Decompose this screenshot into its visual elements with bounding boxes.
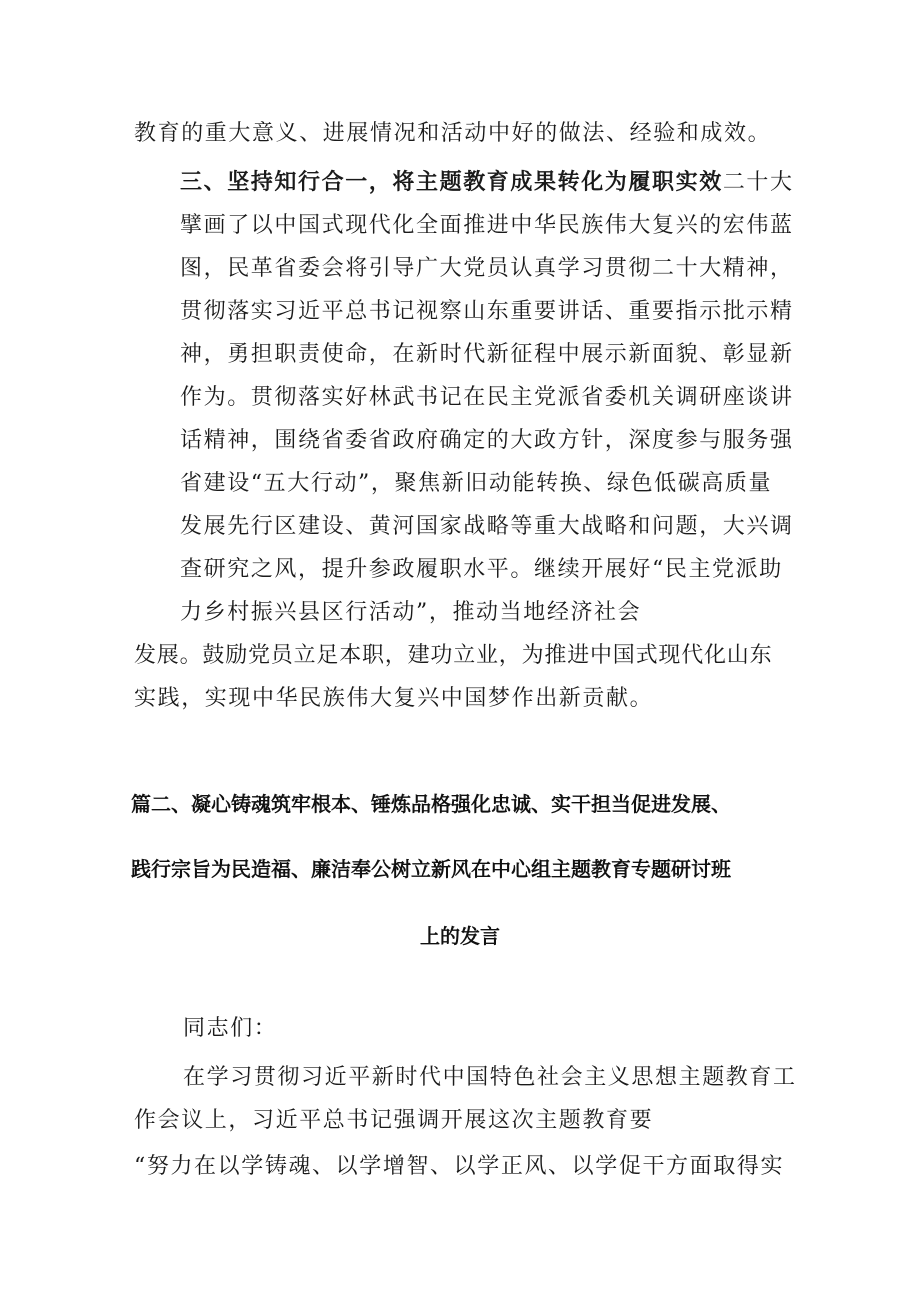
section-three-line-2: 图，民革省委会将引导广大党员认真学习贯彻二十大精神， [180,256,794,281]
section-three-line-11: 发展。鼓励党员立足本职，建功立业，为推进中国式现代化山东 [134,643,773,668]
article-two-title-line-1: 践行宗旨为民造福、廉洁奉公树立新风在中心组主题教育专题研讨班 [131,857,731,881]
section-three-line-3: 贯彻落实习近平总书记视察山东重要讲话、重要指示批示精 [180,299,794,324]
article-two-title-line-0: 篇二、凝心铸魂筑牢根本、锤炼品格强化忠诚、实干担当促进发展、 [131,792,731,816]
salutation: 同志们： [183,1016,278,1041]
section-three-line-8: 发展先行区建设、黄河国家战略等重大战略和问题，大兴调 [180,514,794,539]
section-three-line-5: 作为。贯彻落实好林武书记在民主党派省委机关调研座谈讲 [180,385,794,410]
section-three-line-1: 擘画了以中国式现代化全面推进中华民族伟大复兴的宏伟蓝 [180,213,794,238]
paragraph-tail-line: 教育的重大意义、进展情况和活动中好的做法、经验和成效。 [134,121,772,146]
section-three-line-12: 实践，实现中华民族伟大复兴中国梦作出新贡献。 [134,686,654,711]
section-three-heading: 三、坚持知行合一，将主题教育成果转化为履职实效 [180,170,723,195]
article-two-body-line-2: “努力在以学铸魂、以学增智、以学正风、以学促干方面取得实 [134,1154,785,1179]
article-two-body-line-1: 作会议上，习近平总书记强调开展这次主题教育要 [134,1108,654,1133]
section-three-first-line [180,168,794,198]
section-three-line-0: 二十大 [722,170,794,195]
article-two-body-line-0: 在学习贯彻习近平新时代中国特色社会主义思想主题教育工 [183,1065,797,1090]
section-three-line-7: 省建设“五大行动”，聚焦新旧动能转换、绿色低碳高质量 [180,471,773,496]
article-two-title-line-2: 上的发言 [420,924,500,948]
section-three-line-4: 神，勇担职责使命，在新时代新征程中展示新面貌、彰显新 [180,342,794,367]
section-three-line-9: 查研究之风，提升参政履职水平。继续开展好“民主党派助 [180,557,783,582]
section-three-line-10: 力乡村振兴县区行活动”，推动当地经济社会 [180,600,642,625]
section-three-line-6: 话精神，围绕省委省政府确定的大政方针，深度参与服务强 [180,428,794,453]
